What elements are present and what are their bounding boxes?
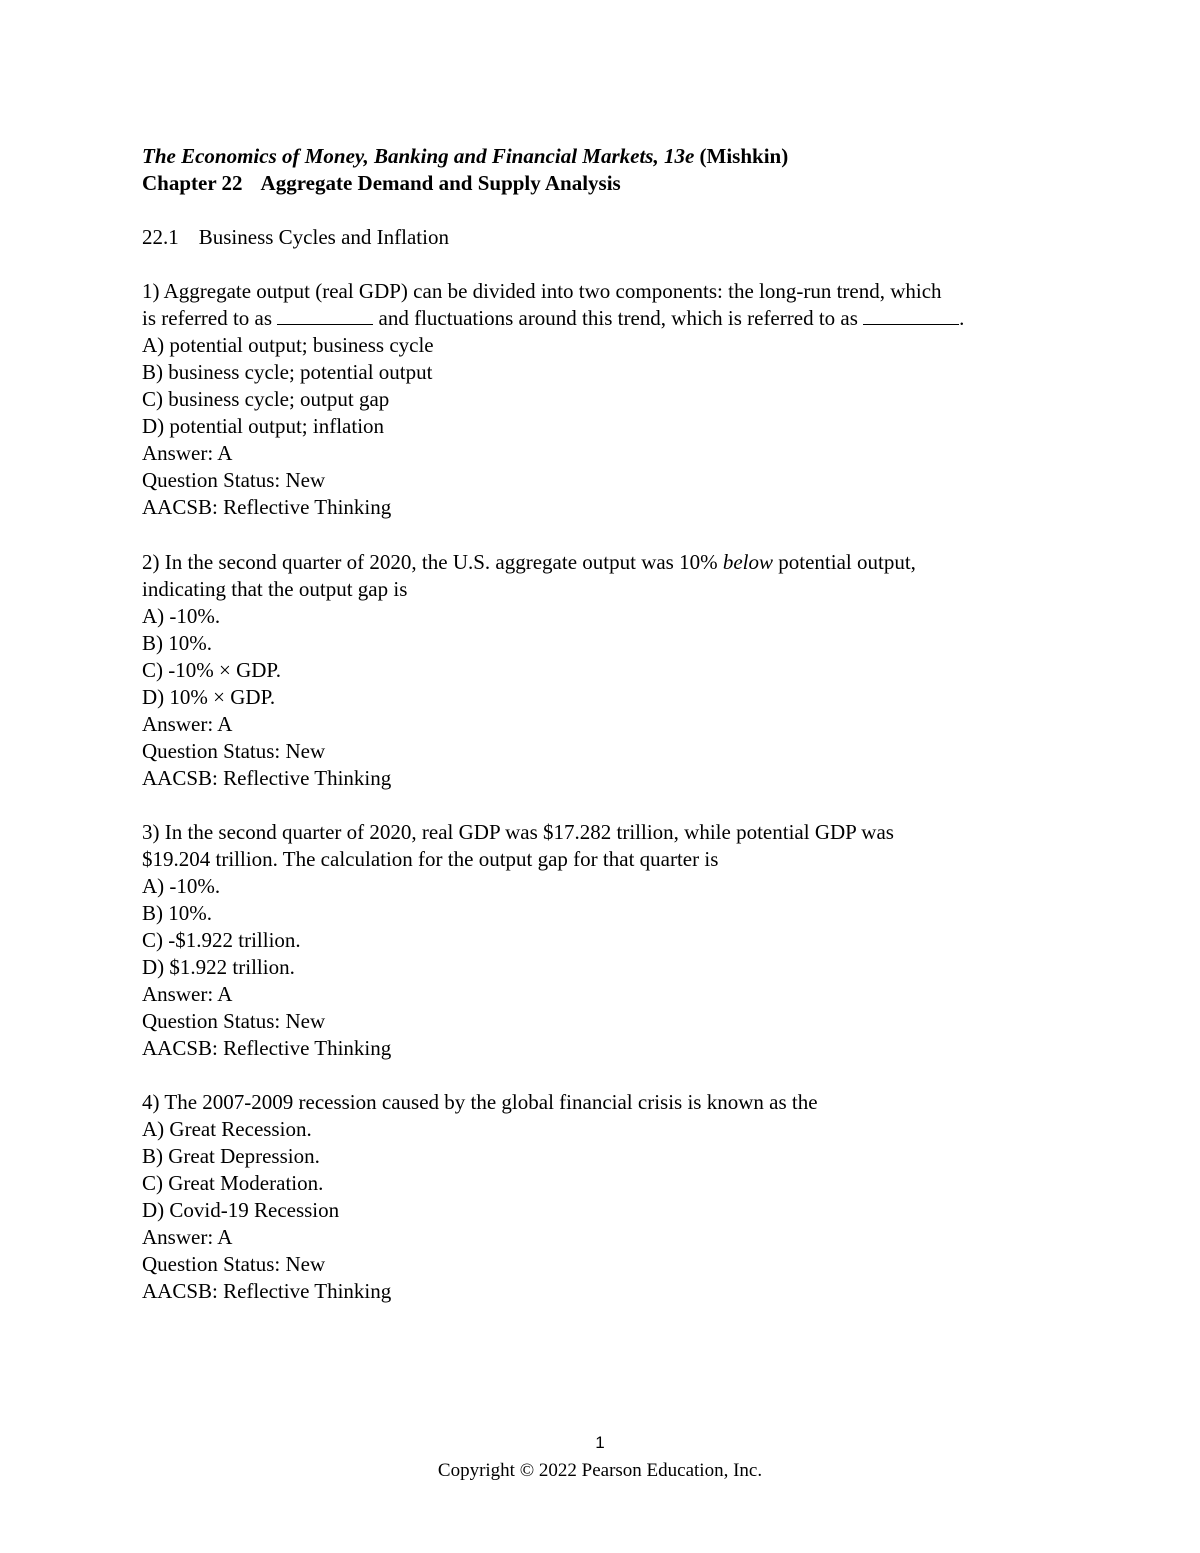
- answer-line: Answer: A: [142, 712, 233, 736]
- option-c: C) Great Moderation.: [142, 1171, 324, 1195]
- option-d: D) Covid-19 Recession: [142, 1198, 340, 1222]
- question-4: [142, 1089, 1062, 1305]
- question-1: [142, 278, 1062, 521]
- option-b: B) Great Depression.: [142, 1144, 320, 1168]
- aacsb-line: AACSB: Reflective Thinking: [142, 1279, 392, 1303]
- stem-text: .: [959, 306, 965, 330]
- aacsb-line: AACSB: Reflective Thinking: [142, 766, 392, 790]
- question-2: [142, 549, 1062, 792]
- question-stem: 1) Aggregate output (real GDP) can be divided into two components: the long-run trend, which: [142, 279, 942, 303]
- option-a: A) potential output; business cycle: [142, 333, 434, 357]
- section-heading: [142, 224, 449, 251]
- chapter-label: Chapter 22: [142, 171, 243, 195]
- stem-text: is referred to as: [142, 306, 278, 330]
- stem-emphasis: below: [722, 550, 774, 574]
- aacsb-line: AACSB: Reflective Thinking: [142, 495, 392, 519]
- book-title-line: [142, 143, 788, 170]
- answer-blank: [863, 305, 959, 325]
- section-title: Business Cycles and Inflation: [198, 225, 449, 249]
- author-name: (Mishkin): [699, 144, 789, 168]
- book-title: The Economics of Money, Banking and Financial Markets, 13e: [142, 144, 695, 168]
- question-3: [142, 819, 1062, 1062]
- answer-line: Answer: A: [142, 1225, 233, 1249]
- option-b: B) 10%.: [142, 901, 212, 925]
- question-stem: [142, 305, 1062, 332]
- option-c: C) -10% × GDP.: [142, 658, 282, 682]
- answer-line: Answer: A: [142, 441, 233, 465]
- answer-blank: [277, 305, 373, 325]
- aacsb-line: AACSB: Reflective Thinking: [142, 1036, 392, 1060]
- section-number: 22.1: [142, 225, 179, 249]
- question-stem: indicating that the output gap is: [142, 577, 408, 601]
- question-status: Question Status: New: [142, 739, 326, 763]
- option-d: D) potential output; inflation: [142, 414, 385, 438]
- option-a: A) Great Recession.: [142, 1117, 312, 1141]
- copyright-notice: Copyright © 2022 Pearson Education, Inc.: [437, 1460, 763, 1481]
- option-a: A) -10%.: [142, 604, 221, 628]
- page-number: 1: [595, 1433, 605, 1452]
- option-b: B) business cycle; potential output: [142, 360, 433, 384]
- stem-text: potential output,: [773, 550, 916, 574]
- option-b: B) 10%.: [142, 631, 212, 655]
- option-d: D) $1.922 trillion.: [142, 955, 295, 979]
- question-stem: 3) In the second quarter of 2020, real GDP was $17.282 trillion, while potential GDP was: [142, 820, 894, 844]
- answer-line: Answer: A: [142, 982, 233, 1006]
- stem-text: and fluctuations around this trend, which is referred to as: [373, 306, 864, 330]
- stem-text: 2) In the second quarter of 2020, the U.S. aggregate output was 10%: [142, 550, 723, 574]
- chapter-title: Aggregate Demand and Supply Analysis: [260, 171, 621, 195]
- chapter-heading: [142, 170, 621, 197]
- option-d: D) 10% × GDP.: [142, 685, 276, 709]
- question-stem: 4) The 2007-2009 recession caused by the global financial crisis is known as the: [142, 1090, 818, 1114]
- question-status: Question Status: New: [142, 1009, 326, 1033]
- option-c: C) business cycle; output gap: [142, 387, 390, 411]
- option-c: C) -$1.922 trillion.: [142, 928, 301, 952]
- question-stem: [142, 549, 1062, 576]
- question-status: Question Status: New: [142, 468, 326, 492]
- question-status: Question Status: New: [142, 1252, 326, 1276]
- option-a: A) -10%.: [142, 874, 221, 898]
- question-stem: $19.204 trillion. The calculation for the output gap for that quarter is: [142, 847, 719, 871]
